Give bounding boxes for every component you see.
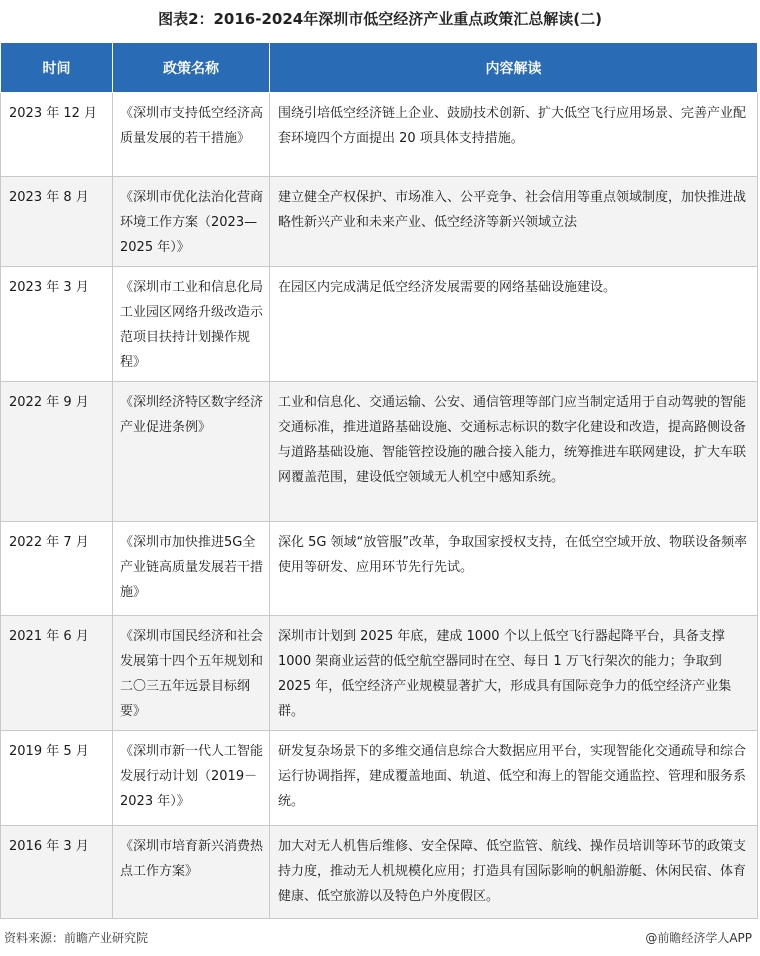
cell-content: 深圳市计划到 2025 年底，建成 1000 个以上低空飞行器起降平台，具备支撑 1000 架商业运营的低空航空器同时在空、每日 1 万飞行架次的能力；争取到 2025 年，低空经济产业规模显著扩大，形成具有国际竞争力的低空经济产业集群。 <box>270 616 758 731</box>
cell-content: 围绕引培低空经济链上企业、鼓励技术创新、扩大低空飞行应用场景、完善产业配套环境四个方面提出 20 项具体支持措施。 <box>270 93 758 177</box>
table-row <box>1 616 758 731</box>
header-content: 内容解读 <box>270 43 758 93</box>
cell-policy-name: 《深圳市新一代人工智能发展行动计划（2019－2023 年）》 <box>113 731 270 826</box>
cell-time: 2021 年 6 月 <box>1 616 113 731</box>
header-time: 时间 <box>1 43 113 93</box>
cell-policy-name: 《深圳经济特区数字经济产业促进条例》 <box>113 382 270 522</box>
table-row <box>1 177 758 267</box>
cell-policy-name: 《深圳市国民经济和社会发展第十四个五年规划和二〇三五年远景目标纲要》 <box>113 616 270 731</box>
table-header-row <box>1 43 758 93</box>
table-row <box>1 826 758 919</box>
source-note: 资料来源：前瞻产业研究院 <box>4 931 149 945</box>
cell-content: 深化 5G 领域“放管服”改革，争取国家授权支持，在低空空域开放、物联设备频率使用等研发、应用环节先行先试。 <box>270 522 758 616</box>
cell-policy-name: 《深圳市优化法治化营商环境工作方案（2023—2025 年）》 <box>113 177 270 267</box>
cell-policy-name: 《深圳市培育新兴消费热点工作方案》 <box>113 826 270 919</box>
cell-policy-name: 《深圳市加快推进5G全产业链高质量发展若干措施》 <box>113 522 270 616</box>
cell-content: 在园区内完成满足低空经济发展需要的网络基础设施建设。 <box>270 267 758 382</box>
cell-policy-name: 《深圳市工业和信息化局工业园区网络升级改造示范项目扶持计划操作规程》 <box>113 267 270 382</box>
table-row <box>1 731 758 826</box>
cell-content: 加大对无人机售后维修、安全保障、低空监管、航线、操作员培训等环节的政策支持力度，推动无人机规模化应用；打造具有国际影响的帆船游艇、休闲民宿、体育健康、低空旅游以及特色户外度假区。 <box>270 826 758 919</box>
header-policy-name: 政策名称 <box>113 43 270 93</box>
cell-time: 2023 年 8 月 <box>1 177 113 267</box>
cell-content: 建立健全产权保护、市场准入、公平竞争、社会信用等重点领域制度，加快推进战略性新兴产业和未来产业、低空经济等新兴领域立法 <box>270 177 758 267</box>
table-row <box>1 93 758 177</box>
cell-time: 2022 年 9 月 <box>1 382 113 522</box>
cell-time: 2023 年 12 月 <box>1 93 113 177</box>
table-row <box>1 382 758 522</box>
cell-policy-name: 《深圳市支持低空经济高质量发展的若干措施》 <box>113 93 270 177</box>
brand-credit: @前瞻经济学人APP <box>645 931 752 945</box>
table-row <box>1 267 758 382</box>
chart-title: 图表2：2016-2024年深圳市低空经济产业重点政策汇总解读(二) <box>158 10 602 28</box>
policy-table <box>0 42 758 919</box>
footer <box>0 927 760 951</box>
cell-content: 工业和信息化、交通运输、公安、通信管理等部门应当制定适用于自动驾驶的智能交通标准，推进道路基础设施、交通标志标识的数字化建设和改造，提高路侧设备与道路基础设施、智能管控设施的融合接入能力，统筹推进车联网建设，扩大车联网覆盖范围，建设低空领域无人机空中感知系统。 <box>270 382 758 522</box>
cell-time: 2022 年 7 月 <box>1 522 113 616</box>
cell-time: 2019 年 5 月 <box>1 731 113 826</box>
table-row <box>1 522 758 616</box>
cell-time: 2023 年 3 月 <box>1 267 113 382</box>
cell-time: 2016 年 3 月 <box>1 826 113 919</box>
cell-content: 研发复杂场景下的多维交通信息综合大数据应用平台，实现智能化交通疏导和综合运行协调指挥，建成覆盖地面、轨道、低空和海上的智能交通监控、管理和服务系统。 <box>270 731 758 826</box>
